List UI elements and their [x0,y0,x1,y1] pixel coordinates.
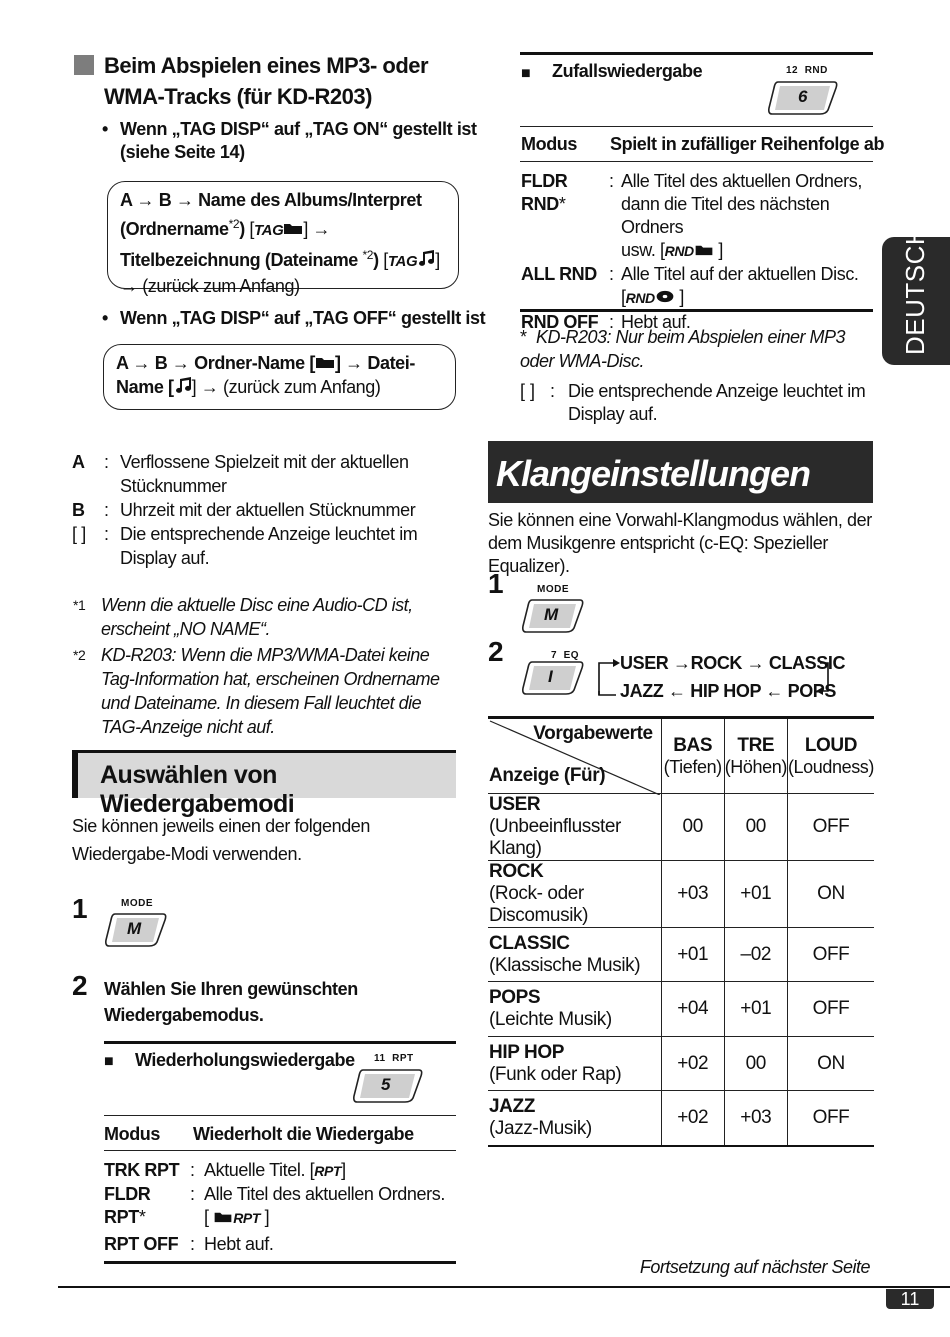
random-title: Zufallswiedergabe [552,61,703,81]
table-row: HIP HOP (Funk oder Rap) +02 00 ON [488,1037,874,1091]
col-header-desc: Spielt in zufälliger Reihenfolge ab [610,134,885,154]
table-header-row [488,718,874,794]
square-bullet [74,55,94,75]
section-heading-sound: Klangeinstellungen [488,441,873,503]
tag-off-sequence-box: A → B → Ordner-Name [ ] → Datei- Name [ ] → (zurück zum Anfang) [103,344,456,410]
table-row: POPS (Leichte Musik) +04 +01 OFF [488,982,874,1037]
divider [104,1115,456,1116]
table-row: RPT OFF : Hebt auf. [104,1234,274,1254]
folder-icon [694,240,714,260]
folder-icon [315,353,335,373]
folder-icon [213,1207,233,1227]
step-number: 2 [72,970,88,1001]
step-number: 1 [72,893,88,924]
divider [520,52,873,55]
table-row: USER (Unbeeinflusster Klang) 00 00 OFF [488,794,874,861]
table-row: ALL RND : Alle Titel auf der aktuellen Disc. [RND ] [521,264,859,307]
eq-cycle-diagram: USER →ROCK → CLASSIC JAZZ ← HIP HOP ← POPS [598,653,834,705]
table-row: ROCK (Rock- oder Discomusik) +03 +01 ON [488,861,874,928]
footer-rule [58,1286,950,1288]
col-header-mode: Modus [104,1124,160,1144]
divider [520,161,873,162]
music-note-icon [417,250,435,270]
col-header-bas: BAS (Tiefen) [661,718,724,794]
bracket-note: [ ] : Die entsprechende Anzeige leuchtet im Display auf. [520,381,866,424]
language-tab: DEUTSCH [882,237,950,365]
definition-list [72,450,452,570]
divider [104,1041,456,1044]
col-header-loud: LOUD (Loudness) [787,718,874,794]
tag-on-bullet: • Wenn „TAG DISP“ auf „TAG ON“ gestellt ist (siehe Seite 14) [102,119,477,162]
step-number: 2 [488,636,504,667]
eq-mode-rock: ROCK [690,653,743,673]
eq-mode-jazz: JAZZ [620,681,664,701]
corner-header: Vorgabewerte Anzeige (Für) [488,718,661,794]
eq-mode-user: USER [620,653,669,673]
repeat-modes-table [104,1159,456,1256]
disc-icon [655,287,675,307]
col-header-mode: Modus [521,134,577,154]
button-label: 11 RPT [374,1053,414,1064]
table-row: RND OFF : Hebt auf. [521,312,691,332]
square-bullet-small: ■ [104,1053,114,1070]
rnd-button[interactable]: 6 [766,80,838,121]
eq-mode-hiphop: HIP HOP [690,681,761,701]
footnote: *2 KD-R203: Wenn die MP3/WMA-Datei keine Tag-Information hat, erscheinen Ordnername und Dateiname. In diesem Fall leuchtet die TAG-Anzeige nicht auf. [73,645,440,737]
step2-text: Wählen Sie Ihren gewünschten Wiedergabemodus. [104,979,358,1025]
section-heading-playback-modes: Auswählen von Wiedergabemodi [72,750,456,798]
tag-on-sequence-box: A → B → Name des Albums/Interpret (Ordnername$^{*2}$) [TAG ] → Titelbezeichnung (Dateiname $^{*2}$) [TAG ] → (zurück zum Anfang) [107,181,459,289]
divider [104,1261,456,1264]
col-header-desc: Wiederholt die Wiedergabe [193,1124,414,1144]
footnotes [72,592,452,740]
definition-row: A : Verflossene Spielzeit mit der aktuellen Stücknummer [72,452,409,496]
button-label: MODE [537,584,569,595]
table-row: FLDR RND* : Alle Titel des aktuellen Ordners, dann die Titel des nächsten Ordners usw. [RND ] [521,171,862,260]
footnote: *1 Wenn die aktuelle Disc eine Audio-CD ist, erscheint „NO NAME“. [73,595,413,639]
eq-button[interactable]: I [520,660,584,701]
divider [520,126,873,127]
step-number: 1 [488,568,504,599]
button-label: MODE [121,898,153,909]
divider [520,309,873,312]
definition-row: B : Uhrzeit mit der aktuellen Stücknummer [72,500,416,520]
section-intro: Sie können jeweils einen der folgenden Wiedergabe-Modi verwenden. [72,816,371,864]
table-row: TRK RPT : Aktuelle Titel. [RPT] [104,1160,346,1180]
button-label: 7 EQ [551,650,580,661]
table-row: CLASSIC (Klassische Musik) +01 –02 OFF [488,928,874,982]
mode-button[interactable]: M [103,912,167,953]
col-header-tre: TRE (Höhen) [724,718,787,794]
table-row: JAZZ (Jazz-Musik) +02 +03 OFF [488,1091,874,1146]
music-note-icon [174,377,192,397]
rpt-button[interactable]: 5 [351,1068,423,1109]
page-number: 11 [886,1289,934,1309]
repeat-title: Wiederholungswiedergabe [135,1050,355,1070]
eq-mode-pops: POPS [787,681,837,701]
table-row: FLDR RPT* : Alle Titel des aktuellen Ordners. [ RPT ] [104,1184,445,1227]
continued-note: Fortsetzung auf nächster Seite [639,1257,870,1277]
eq-mode-classic: CLASSIC [768,653,846,673]
tag-off-bullet: • Wenn „TAG DISP“ auf „TAG OFF“ gestellt ist [102,308,486,328]
eq-presets-table [488,716,874,1147]
mp3-heading: Beim Abspielen eines MP3- oder WMA-Tracks (für KD-R203) [104,53,429,109]
folder-icon [283,219,303,239]
definition-row: [ ] : Die entsprechende Anzeige leuchtet im Display auf. [72,524,418,568]
mode-button[interactable]: M [520,598,584,639]
button-label: 12 RND [786,65,828,76]
divider [104,1150,456,1151]
square-bullet-small: ■ [521,65,531,82]
footnote: * KD-R203: Nur beim Abspielen einer MP3 oder WMA-Disc. [520,327,845,371]
section-intro: Sie können eine Vorwahl-Klangmodus wählen, der dem Musikgenre entspricht (c-EQ: Spezieller Equalizer). [488,510,872,576]
